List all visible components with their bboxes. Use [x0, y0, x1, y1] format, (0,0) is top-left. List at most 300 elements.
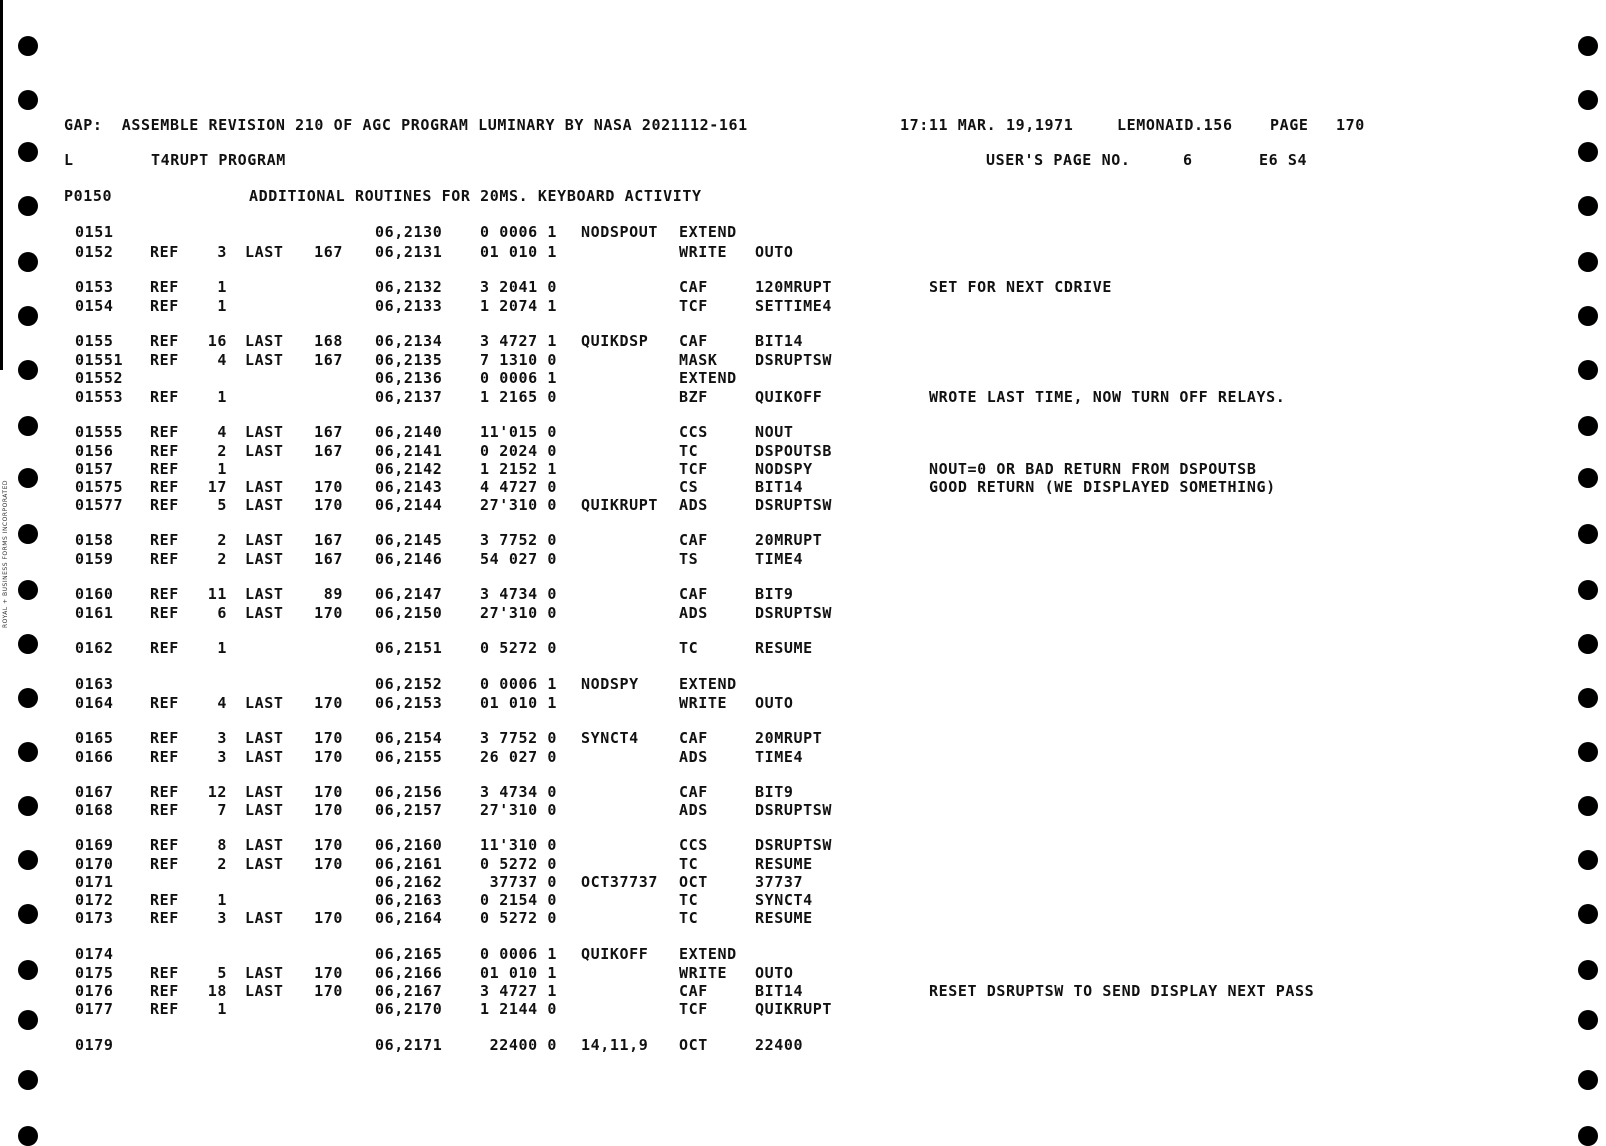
- listing-lastn: 170: [314, 855, 343, 873]
- listing-addr: 06,2165: [375, 945, 443, 963]
- listing-row: [0, 370, 1606, 388]
- listing-op: CAF: [679, 982, 708, 1000]
- listing-operand: QUIKRUPT: [755, 1000, 833, 1018]
- listing-refn: 4: [217, 423, 227, 441]
- listing-last: LAST: [245, 604, 284, 622]
- tractor-feed-hole: [18, 196, 38, 216]
- listing-ref: REF: [150, 604, 179, 622]
- listing-op: WRITE: [679, 243, 728, 261]
- listing-last: LAST: [245, 531, 284, 549]
- listing-refn: 3: [217, 748, 227, 766]
- listing-row: [0, 802, 1606, 820]
- listing-code: 1 2144 0: [479, 1000, 557, 1018]
- listing-ref: REF: [150, 585, 179, 603]
- listing-operand: TIME4: [755, 550, 804, 568]
- listing-operand: BIT14: [755, 982, 804, 1000]
- listing-ref: REF: [150, 388, 179, 406]
- listing-operand: OUTO: [755, 964, 794, 982]
- listing-op: EXTEND: [679, 369, 737, 387]
- listing-lastn: 170: [314, 836, 343, 854]
- listing-code: 01 010 1: [479, 964, 557, 982]
- listing-line: 0156: [75, 442, 114, 460]
- listing-line: 0176: [75, 982, 114, 1000]
- listing-refn: 1: [217, 639, 227, 657]
- listing-addr: 06,2157: [375, 801, 443, 819]
- listing-code: 0 0006 1: [479, 945, 557, 963]
- listing-operand: NOUT: [755, 423, 794, 441]
- listing-row: [0, 1037, 1606, 1055]
- listing-last: LAST: [245, 243, 284, 261]
- listing-ref: REF: [150, 694, 179, 712]
- listing-addr: 06,2156: [375, 783, 443, 801]
- listing-row: [0, 497, 1606, 515]
- listing-refn: 1: [217, 1000, 227, 1018]
- listing-code: 0 2154 0: [479, 891, 557, 909]
- listing-line: 0173: [75, 909, 114, 927]
- listing-last: LAST: [245, 748, 284, 766]
- listing-operand: NODSPY: [755, 460, 813, 478]
- listing-lastn: 170: [314, 748, 343, 766]
- listing-refn: 1: [217, 278, 227, 296]
- listing-line: 0171: [75, 873, 114, 891]
- listing-row: [0, 479, 1606, 497]
- tractor-feed-hole: [1578, 142, 1598, 162]
- listing-lastn: 168: [314, 332, 343, 350]
- listing-ref: REF: [150, 909, 179, 927]
- listing-row: [0, 551, 1606, 569]
- listing-op: ADS: [679, 496, 708, 514]
- listing-addr: 06,2147: [375, 585, 443, 603]
- listing-op: EXTEND: [679, 223, 737, 241]
- listing-last: LAST: [245, 836, 284, 854]
- listing-addr: 06,2141: [375, 442, 443, 460]
- listing-refn: 6: [217, 604, 227, 622]
- listing-row: [0, 605, 1606, 623]
- tractor-feed-hole: [18, 142, 38, 162]
- listing-lastn: 170: [314, 729, 343, 747]
- listing-addr: 06,2137: [375, 388, 443, 406]
- listing-operand: 37737: [755, 873, 804, 891]
- listing-refn: 3: [217, 243, 227, 261]
- listing-refn: 18: [207, 982, 227, 1000]
- listing-lastn: 170: [314, 909, 343, 927]
- listing-lastn: 167: [314, 442, 343, 460]
- p-line-number: P0150: [64, 187, 113, 205]
- listing-code: 37737 0: [489, 873, 557, 891]
- listing-row: [0, 910, 1606, 928]
- listing-row: [0, 695, 1606, 713]
- listing-label: NODSPOUT: [581, 223, 659, 241]
- listing-ref: REF: [150, 550, 179, 568]
- listing-addr: 06,2133: [375, 297, 443, 315]
- listing-addr: 06,2163: [375, 891, 443, 909]
- l-marker: L: [64, 151, 74, 169]
- listing-code: 3 2041 0: [479, 278, 557, 296]
- listing-row: [0, 892, 1606, 910]
- listing-line: 0161: [75, 604, 114, 622]
- listing-lastn: 167: [314, 351, 343, 369]
- listing-line: 0157: [75, 460, 114, 478]
- listing-row: [0, 730, 1606, 748]
- listing-operand: DSRUPTSW: [755, 836, 833, 854]
- listing-line: 0165: [75, 729, 114, 747]
- listing-row: [0, 244, 1606, 262]
- listing-addr: 06,2160: [375, 836, 443, 854]
- tractor-feed-hole: [18, 90, 38, 110]
- listing-operand: DSRUPTSW: [755, 351, 833, 369]
- listing-refn: 2: [217, 855, 227, 873]
- listing-addr: 06,2136: [375, 369, 443, 387]
- listing-last: LAST: [245, 585, 284, 603]
- listing-row: [0, 443, 1606, 461]
- listing-code: 0 0006 1: [479, 223, 557, 241]
- listing-addr: 06,2154: [375, 729, 443, 747]
- listing-operand: BIT9: [755, 585, 794, 603]
- listing-op: CAF: [679, 332, 708, 350]
- listing-line: 0170: [75, 855, 114, 873]
- listing-last: LAST: [245, 442, 284, 460]
- listing-operand: 120MRUPT: [755, 278, 833, 296]
- listing-refn: 5: [217, 496, 227, 514]
- listing-op: EXTEND: [679, 675, 737, 693]
- listing-line: 0153: [75, 278, 114, 296]
- listing-code: 3 4727 1: [479, 332, 557, 350]
- listing-line: 0166: [75, 748, 114, 766]
- listing-lastn: 170: [314, 964, 343, 982]
- listing-line: 01551: [75, 351, 124, 369]
- listing-op: TCF: [679, 460, 708, 478]
- listing-addr: 06,2171: [375, 1036, 443, 1054]
- listing-refn: 3: [217, 909, 227, 927]
- listing-operand: RESUME: [755, 855, 813, 873]
- listing-lastn: 167: [314, 550, 343, 568]
- users-page-label: USER'S PAGE NO.: [986, 151, 1131, 169]
- listing-refn: 5: [217, 964, 227, 982]
- listing-line: 0155: [75, 332, 114, 350]
- listing-op: OCT: [679, 1036, 708, 1054]
- listing-refn: 2: [217, 442, 227, 460]
- listing-refn: 8: [217, 836, 227, 854]
- listing-comment: SET FOR NEXT CDRIVE: [929, 278, 1112, 296]
- listing-ref: REF: [150, 783, 179, 801]
- listing-op: CAF: [679, 783, 708, 801]
- section-label: E6 S4: [1259, 151, 1308, 169]
- listing-last: LAST: [245, 783, 284, 801]
- listing-line: 0160: [75, 585, 114, 603]
- listing-op: WRITE: [679, 964, 728, 982]
- tractor-feed-hole: [18, 36, 38, 56]
- listing-last: LAST: [245, 729, 284, 747]
- listing-operand: DSRUPTSW: [755, 801, 833, 819]
- listing-operand: 20MRUPT: [755, 729, 823, 747]
- listing-addr: 06,2143: [375, 478, 443, 496]
- listing-refn: 3: [217, 729, 227, 747]
- listing-line: 0163: [75, 675, 114, 693]
- listing-row: [0, 784, 1606, 802]
- listing-refn: 12: [207, 783, 227, 801]
- listing-operand: 22400: [755, 1036, 804, 1054]
- listing-op: TC: [679, 909, 699, 927]
- listing-operand: BIT9: [755, 783, 794, 801]
- listing-comment: GOOD RETURN (WE DISPLAYED SOMETHING): [929, 478, 1276, 496]
- listing-lastn: 170: [314, 783, 343, 801]
- listing-ref: REF: [150, 423, 179, 441]
- listing-refn: 7: [217, 801, 227, 819]
- listing-comment: NOUT=0 OR BAD RETURN FROM DSPOUTSB: [929, 460, 1257, 478]
- listing-code: 11'015 0: [479, 423, 557, 441]
- listing-addr: 06,2151: [375, 639, 443, 657]
- listing-op: ADS: [679, 748, 708, 766]
- listing-operand: DSRUPTSW: [755, 496, 833, 514]
- listing-addr: 06,2145: [375, 531, 443, 549]
- listing-comment: RESET DSRUPTSW TO SEND DISPLAY NEXT PASS: [929, 982, 1315, 1000]
- tractor-feed-hole: [18, 1126, 38, 1146]
- listing-code: 0 5272 0: [479, 909, 557, 927]
- listing-last: LAST: [245, 332, 284, 350]
- listing-op: TC: [679, 855, 699, 873]
- listing-lastn: 170: [314, 801, 343, 819]
- listing-code: 01 010 1: [479, 243, 557, 261]
- listing-last: LAST: [245, 550, 284, 568]
- listing-row: [0, 837, 1606, 855]
- listing-op: TS: [679, 550, 699, 568]
- listing-row: [0, 1001, 1606, 1019]
- listing-op: TC: [679, 639, 699, 657]
- listing-line: 01553: [75, 388, 124, 406]
- listing-operand: OUTO: [755, 243, 794, 261]
- listing-code: 0 2024 0: [479, 442, 557, 460]
- listing-label: QUIKOFF: [581, 945, 649, 963]
- listing-addr: 06,2144: [375, 496, 443, 514]
- listing-ref: REF: [150, 351, 179, 369]
- listing-ref: REF: [150, 278, 179, 296]
- listing-refn: 1: [217, 297, 227, 315]
- listing-refn: 2: [217, 550, 227, 568]
- listing-code: 3 7752 0: [479, 729, 557, 747]
- listing-op: CAF: [679, 531, 708, 549]
- listing-ref: REF: [150, 964, 179, 982]
- listing-label: SYNCT4: [581, 729, 639, 747]
- listing-op: TC: [679, 442, 699, 460]
- listing-row: [0, 298, 1606, 316]
- margin-imprint: ROYAL + BUSINESS FORMS INCORPORATED: [2, 480, 9, 628]
- listing-row: [0, 965, 1606, 983]
- listing-code: 27'310 0: [479, 496, 557, 514]
- listing-label: QUIKDSP: [581, 332, 649, 350]
- listing-line: 0169: [75, 836, 114, 854]
- listing-row: [0, 676, 1606, 694]
- listing-lastn: 170: [314, 694, 343, 712]
- listing-code: 01 010 1: [479, 694, 557, 712]
- listing-line: 01575: [75, 478, 124, 496]
- listing-op: WRITE: [679, 694, 728, 712]
- section-title: ADDITIONAL ROUTINES FOR 20MS. KEYBOARD ACTIVITY: [249, 187, 702, 205]
- listing-ref: REF: [150, 243, 179, 261]
- listing-code: 3 4734 0: [479, 783, 557, 801]
- listing-line: 0164: [75, 694, 114, 712]
- listing-last: LAST: [245, 964, 284, 982]
- listing-ref: REF: [150, 496, 179, 514]
- listing-ref: REF: [150, 729, 179, 747]
- listing-last: LAST: [245, 694, 284, 712]
- listing-operand: RESUME: [755, 639, 813, 657]
- listing-code: 22400 0: [489, 1036, 557, 1054]
- listing-ref: REF: [150, 748, 179, 766]
- listing-op: BZF: [679, 388, 708, 406]
- listing-refn: 11: [207, 585, 227, 603]
- listing-code: 0 5272 0: [479, 855, 557, 873]
- tractor-feed-hole: [1578, 196, 1598, 216]
- listing-ref: REF: [150, 855, 179, 873]
- listing-line: 0172: [75, 891, 114, 909]
- listing-op: CCS: [679, 836, 708, 854]
- listing-addr: 06,2150: [375, 604, 443, 622]
- listing-operand: RESUME: [755, 909, 813, 927]
- listing-ref: REF: [150, 801, 179, 819]
- listing-last: LAST: [245, 496, 284, 514]
- listing-code: 0 5272 0: [479, 639, 557, 657]
- listing-row: [0, 333, 1606, 351]
- listing-operand: 20MRUPT: [755, 531, 823, 549]
- listing-operand: SETTIME4: [755, 297, 833, 315]
- listing-operand: DSPOUTSB: [755, 442, 833, 460]
- listing-refn: 4: [217, 694, 227, 712]
- listing-row: [0, 856, 1606, 874]
- listing-comment: WROTE LAST TIME, NOW TURN OFF RELAYS.: [929, 388, 1286, 406]
- listing-ref: REF: [150, 297, 179, 315]
- listing-addr: 06,2155: [375, 748, 443, 766]
- listing-lastn: 89: [323, 585, 343, 603]
- listing-op: CAF: [679, 585, 708, 603]
- listing-operand: BIT14: [755, 332, 804, 350]
- listing-code: 1 2165 0: [479, 388, 557, 406]
- tractor-feed-hole: [1578, 36, 1598, 56]
- listing-code: 27'310 0: [479, 604, 557, 622]
- header-timestamp: 17:11 MAR. 19,1971: [900, 116, 1074, 134]
- listing-op: CS: [679, 478, 699, 496]
- listing-line: 0174: [75, 945, 114, 963]
- listing-op: TCF: [679, 297, 708, 315]
- listing-op: MASK: [679, 351, 718, 369]
- listing-operand: SYNCT4: [755, 891, 813, 909]
- listing-refn: 1: [217, 891, 227, 909]
- listing-line: 0168: [75, 801, 114, 819]
- listing-label: NODSPY: [581, 675, 639, 693]
- listing-last: LAST: [245, 855, 284, 873]
- tractor-feed-hole: [1578, 1070, 1598, 1090]
- listing-refn: 17: [207, 478, 227, 496]
- listing-last: LAST: [245, 423, 284, 441]
- listing-refn: 1: [217, 460, 227, 478]
- listing-code: 4 4727 0: [479, 478, 557, 496]
- listing-lastn: 170: [314, 604, 343, 622]
- listing-row: [0, 532, 1606, 550]
- header-program-id: LEMONAID.156: [1117, 116, 1233, 134]
- listing-row: [0, 586, 1606, 604]
- listing-row: [0, 874, 1606, 892]
- listing-code: 1 2152 1: [479, 460, 557, 478]
- listing-op: ADS: [679, 801, 708, 819]
- listing-last: LAST: [245, 478, 284, 496]
- listing-operand: BIT14: [755, 478, 804, 496]
- listing-lastn: 170: [314, 982, 343, 1000]
- listing-code: 1 2074 1: [479, 297, 557, 315]
- listing-ref: REF: [150, 332, 179, 350]
- listing-addr: 06,2166: [375, 964, 443, 982]
- listing-row: [0, 749, 1606, 767]
- listing-code: 54 027 0: [479, 550, 557, 568]
- listing-label: OCT37737: [581, 873, 659, 891]
- listing-ref: REF: [150, 531, 179, 549]
- listing-op: OCT: [679, 873, 708, 891]
- tractor-feed-hole: [1578, 1126, 1598, 1146]
- listing-code: 3 4727 1: [479, 982, 557, 1000]
- listing-addr: 06,2140: [375, 423, 443, 441]
- listing-row: [0, 279, 1606, 297]
- listing-line: 0167: [75, 783, 114, 801]
- listing-line: 01555: [75, 423, 124, 441]
- listing-op: TC: [679, 891, 699, 909]
- listing-last: LAST: [245, 982, 284, 1000]
- tractor-feed-hole: [1578, 90, 1598, 110]
- listing-code: 27'310 0: [479, 801, 557, 819]
- listing-addr: 06,2134: [375, 332, 443, 350]
- listing-line: 0152: [75, 243, 114, 261]
- listing-addr: 06,2153: [375, 694, 443, 712]
- listing-ref: REF: [150, 442, 179, 460]
- listing-ref: REF: [150, 891, 179, 909]
- listing-addr: 06,2142: [375, 460, 443, 478]
- listing-row: [0, 983, 1606, 1001]
- listing-ref: REF: [150, 982, 179, 1000]
- listing-addr: 06,2167: [375, 982, 443, 1000]
- listing-line: 0177: [75, 1000, 114, 1018]
- listing-operand: OUTO: [755, 694, 794, 712]
- listing-refn: 4: [217, 351, 227, 369]
- listing-operand: QUIKOFF: [755, 388, 823, 406]
- listing-line: 0159: [75, 550, 114, 568]
- listing-op: ADS: [679, 604, 708, 622]
- listing-code: 11'310 0: [479, 836, 557, 854]
- listing-label: 14,11,9: [581, 1036, 649, 1054]
- listing-addr: 06,2131: [375, 243, 443, 261]
- listing-code: 3 4734 0: [479, 585, 557, 603]
- listing-label: QUIKRUPT: [581, 496, 659, 514]
- listing-addr: 06,2135: [375, 351, 443, 369]
- listing-lastn: 167: [314, 243, 343, 261]
- listing-line: 0179: [75, 1036, 114, 1054]
- listing-op: EXTEND: [679, 945, 737, 963]
- listing-addr: 06,2152: [375, 675, 443, 693]
- listing-row: [0, 461, 1606, 479]
- listing-code: 7 1310 0: [479, 351, 557, 369]
- users-page-number: 6: [1183, 151, 1193, 169]
- listing-ref: REF: [150, 639, 179, 657]
- listing-lastn: 167: [314, 423, 343, 441]
- listing-ref: REF: [150, 836, 179, 854]
- listing-operand: TIME4: [755, 748, 804, 766]
- listing-operand: DSRUPTSW: [755, 604, 833, 622]
- listing-code: 0 0006 1: [479, 675, 557, 693]
- listing-line: 01577: [75, 496, 124, 514]
- listing-op: CAF: [679, 278, 708, 296]
- listing-code: 0 0006 1: [479, 369, 557, 387]
- listing-last: LAST: [245, 909, 284, 927]
- listing-line: 0151: [75, 223, 114, 241]
- listing-lastn: 170: [314, 496, 343, 514]
- header-page-number: 170: [1336, 116, 1365, 134]
- listing-line: 0175: [75, 964, 114, 982]
